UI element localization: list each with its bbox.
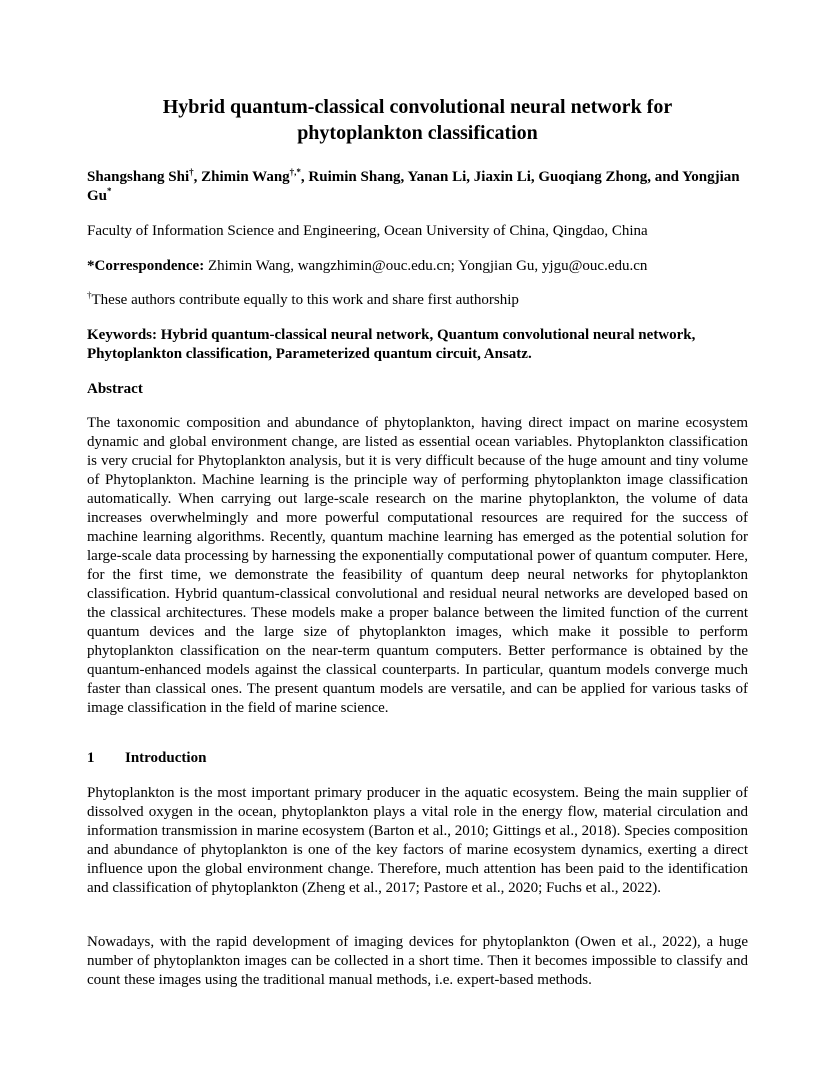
intro-paragraph-1: Phytoplankton is the most important primary producer in the aquatic ecosystem. Being the main supplier of dissolved oxygen in the ocean, phytoplankton plays a vital role in the energy flow, material circulation and information transmission in marine ecosystem (Barton et al., 2010; Gittings et al., 2018). Species composition and abundance of phytoplankton is one of the key factors of marine ecosystem dynamics, exerting a direct influence upon the global environment change. Therefore, much attention has been paid to the identification and classification of phytoplankton (Zheng et al., 2017; Pastore et al., 2020; Fuchs et al., 2022). xyxy=(87,785,748,896)
title-line-2: phytoplankton classification xyxy=(297,122,538,144)
equal-contribution-text: These authors contribute equally to this work and share first authorship xyxy=(91,292,519,308)
abstract-heading: Abstract xyxy=(87,381,143,397)
paper-title xyxy=(87,94,748,146)
author-name: Zhimin Wang xyxy=(201,169,290,185)
section-heading-introduction xyxy=(87,749,748,768)
author-name: Ruimin Shang xyxy=(308,169,401,185)
author-mark: * xyxy=(107,186,112,196)
abstract-text: The taxonomic composition and abundance of phytoplankton, having direct impact on marine ecosystem dynamic and global environment change, are listed as essential ocean variables. Phytoplankton classification is very crucial for Phytoplankton analysis, but it is very difficult because of the huge amount and tiny volume of Phytoplankton. Machine learning is the principle way of performing phytoplankton image classification automatically. When carrying out large-scale research on the marine phytoplankton, the volume of data increases overwhelmingly and more powerful computational resources are required for the success of machine learning algorithms. Recently, quantum machine learning has emerged as the potential solution for large-scale data processing by harnessing the exponentially computational power of quantum computer. Here, for the first time, we demonstrate the feasibility of quantum deep neural networks for phytoplankton classification. Hybrid quantum-classical convolutional and residual neural networks are developed based on the classical architectures. These models make a proper balance between the limited function of the current quantum devices and the large size of phytoplankton images, which make it possible to perform phytoplankton classification on the near-term quantum computers. Better performance is obtained by the quantum-enhanced models against the classical counterparts. In particular, quantum models converge much faster than classical ones. The present quantum models are versatile, and can be applied for various tasks of image classification in the field of marine science. xyxy=(87,415,748,716)
author-name: Yanan Li xyxy=(407,169,467,185)
section-number: 1 xyxy=(87,750,95,766)
keywords: Keywords: Hybrid quantum-classical neural network, Quantum convolutional neural network, Phytoplankton classification, Parameterized quantum circuit, Ansatz. xyxy=(87,327,696,362)
author-name: Yongjian Gu xyxy=(87,169,740,204)
correspondence-text: Zhimin Wang, wangzhimin@ouc.edu.cn; Yongjian Gu, yjgu@ouc.edu.cn xyxy=(207,258,648,274)
correspondence-label: *Correspondence: xyxy=(87,258,205,274)
equal-contribution-mark: † xyxy=(87,290,92,300)
correspondence xyxy=(87,257,748,276)
title-line-1: Hybrid quantum-classical convolutional neural network for xyxy=(162,96,673,118)
author-name: Guoqiang Zhong xyxy=(538,169,648,185)
section-title: Introduction xyxy=(125,750,207,766)
author-name: Jiaxin Li xyxy=(473,169,531,185)
author-list: Shangshang Shi†, Zhimin Wang†,*, Ruimin Shang, Yanan Li, Jiaxin Li, Guoqiang Zhong, and Yongjian Gu* xyxy=(87,167,740,204)
equal-contribution-note xyxy=(87,291,748,310)
intro-paragraph-2: Nowadays, with the rapid development of imaging devices for phytoplankton (Owen et al., 2022), a huge number of phytoplankton images can be collected in a short time. Then it becomes impossible to classify and count these images using the traditional manual methods, i.e. expert-based methods. xyxy=(87,934,748,988)
author-mark: † xyxy=(189,167,194,177)
author-mark: †,* xyxy=(289,167,301,177)
affiliation: Faculty of Information Science and Engineering, Ocean University of China, Qingdao, China xyxy=(87,223,648,239)
author-name: Shangshang Shi xyxy=(87,169,190,185)
